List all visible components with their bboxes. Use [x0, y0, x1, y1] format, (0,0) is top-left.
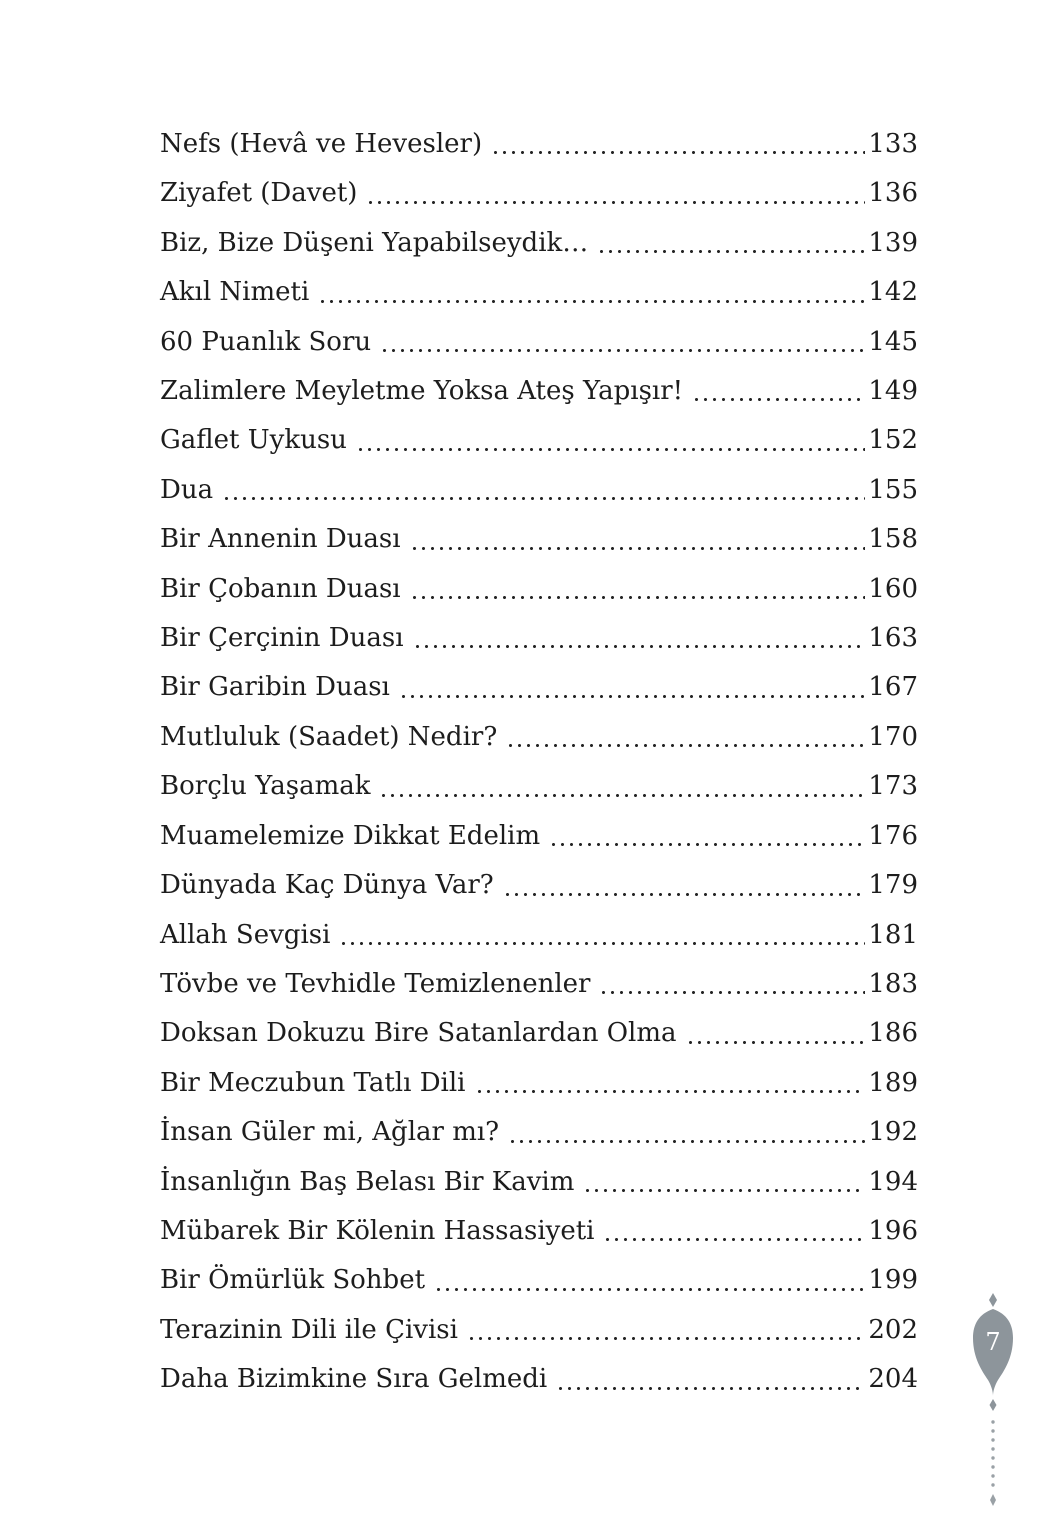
dotted-leader	[379, 794, 865, 797]
toc-entry	[160, 713, 918, 762]
dotted-leader	[503, 893, 866, 896]
toc-entry	[160, 416, 918, 465]
dotted-leader	[597, 250, 865, 253]
dotted-leader	[434, 1288, 865, 1291]
toc-entry-page: 196	[868, 1215, 918, 1246]
toc-entry-page: 194	[868, 1166, 918, 1197]
toc-entry-page: 160	[868, 573, 918, 604]
toc-entry-title: Mutluluk (Saadet) Nedir?	[160, 721, 498, 752]
dotted-leader	[399, 695, 866, 698]
dotted-leader	[686, 1041, 866, 1044]
toc-entry-page: 142	[868, 277, 918, 308]
toc-entry-page: 199	[868, 1265, 918, 1296]
toc-entry-page: 173	[868, 771, 918, 802]
dotted-leader	[410, 596, 866, 599]
toc-entry-page: 183	[868, 968, 918, 999]
dotted-leader	[603, 1238, 865, 1241]
toc-entry-title: Tövbe ve Tevhidle Temizlenenler	[160, 968, 591, 999]
toc-entry	[160, 861, 918, 910]
toc-entry-page: 167	[868, 672, 918, 703]
toc-entry	[160, 762, 918, 811]
toc-entry-page: 189	[868, 1067, 918, 1098]
dotted-leader	[356, 448, 865, 451]
toc-entry-page: 163	[868, 623, 918, 654]
toc-entry-title: Akıl Nimeti	[160, 277, 310, 308]
toc-entry	[160, 318, 918, 367]
dotted-leader	[599, 991, 865, 994]
toc-entry	[160, 515, 918, 564]
toc-entry-page: 202	[868, 1314, 918, 1345]
toc-entry-title: Mübarek Bir Kölenin Hassasiyeti	[160, 1215, 595, 1246]
dotted-leader	[339, 942, 865, 945]
toc-entry-title: Dua	[160, 474, 214, 505]
page-number: 7	[985, 1328, 1001, 1356]
dotted-leader	[583, 1189, 865, 1192]
toc-entry-title: Borçlu Yaşamak	[160, 771, 371, 802]
toc-entry	[160, 1355, 918, 1404]
toc-entry-title: İnsan Güler mi, Ağlar mı?	[160, 1117, 500, 1148]
dotted-leader	[467, 1337, 865, 1340]
toc-entry-page: 181	[868, 919, 918, 950]
toc-entry-page: 155	[868, 474, 918, 505]
toc-entry-page: 133	[868, 129, 918, 159]
dotted-leader	[366, 201, 865, 204]
toc-entry-title: Terazinin Dili ile Çivisi	[160, 1314, 458, 1345]
dotted-leader	[222, 497, 865, 500]
toc-entry-title: Allah Sevgisi	[160, 919, 331, 950]
toc-entry-title: Bir Annenin Duası	[160, 524, 401, 555]
toc-entry-title: Gaflet Uykusu	[160, 425, 347, 456]
toc-entry-page: 176	[868, 820, 918, 851]
toc-entry	[160, 268, 918, 317]
toc-entry	[160, 960, 918, 1009]
toc-entry-title: Bir Çerçinin Duası	[160, 623, 404, 654]
toc-entry-title: Muamelemize Dikkat Edelim	[160, 820, 541, 851]
dotted-leader	[475, 1090, 866, 1093]
toc-entry-title: Bir Garibin Duası	[160, 672, 390, 703]
toc-entry-title: İnsanlığın Baş Belası Bir Kavim	[160, 1166, 575, 1197]
dotted-leader	[413, 645, 866, 648]
toc-entry	[160, 1059, 918, 1108]
toc-entry	[160, 565, 918, 614]
toc-entry	[160, 1158, 918, 1207]
toc-entry	[160, 1306, 918, 1355]
toc-entry	[160, 219, 918, 268]
toc-entry	[160, 663, 918, 712]
toc-entry	[160, 1207, 918, 1256]
toc-entry-page: 139	[868, 227, 918, 258]
toc-entry	[160, 812, 918, 861]
ornament-icon	[965, 1292, 1021, 1520]
toc-entry-page: 204	[868, 1364, 918, 1395]
toc-entry-title: Bir Çobanın Duası	[160, 573, 401, 604]
toc-entry	[160, 614, 918, 663]
dotted-leader	[692, 398, 865, 401]
toc-entry-title: Zalimlere Meyletme Yoksa Ateş Yapışır!	[160, 376, 684, 407]
toc-entry-title: Ziyafet (Davet)	[160, 178, 358, 209]
toc-entry-page: 149	[868, 376, 918, 407]
toc-entry-page: 152	[868, 425, 918, 456]
toc-entry-page: 192	[868, 1117, 918, 1148]
toc-entry	[160, 1108, 918, 1157]
toc-entry	[160, 1256, 918, 1305]
toc-entry	[160, 120, 918, 169]
toc-entry-title: Nefs (Hevâ ve Hevesler)	[160, 129, 483, 159]
toc-entry	[160, 466, 918, 515]
toc-entry	[160, 1009, 918, 1058]
toc-entry-title: Biz, Bize Düşeni Yapabilseydik…	[160, 227, 589, 258]
dotted-leader	[506, 744, 865, 747]
toc-entry	[160, 367, 918, 416]
toc-entry-page: 179	[868, 870, 918, 901]
page-number-ornament	[965, 1292, 1021, 1520]
toc-entry-title: 60 Puanlık Soru	[160, 326, 372, 357]
toc-entry-page: 170	[868, 721, 918, 752]
dotted-leader	[556, 1387, 865, 1390]
toc-entry-page: 186	[868, 1018, 918, 1049]
toc-entry-title: Bir Ömürlük Sohbet	[160, 1265, 426, 1296]
toc-entry-title: Bir Meczubun Tatlı Dili	[160, 1067, 466, 1098]
toc-entry	[160, 911, 918, 960]
dotted-leader	[380, 349, 865, 352]
toc-entry-page: 158	[868, 524, 918, 555]
dotted-leader	[318, 300, 865, 303]
dotted-leader	[410, 547, 866, 550]
toc-entry-page: 145	[868, 326, 918, 357]
dotted-leader	[508, 1140, 865, 1143]
toc-entry-title: Daha Bizimkine Sıra Gelmedi	[160, 1364, 548, 1395]
toc-entry	[160, 169, 918, 218]
table-of-contents	[160, 120, 918, 1405]
toc-entry-title: Doksan Dokuzu Bire Satanlardan Olma	[160, 1018, 677, 1049]
dotted-leader	[491, 151, 865, 154]
toc-entry-page: 136	[868, 178, 918, 209]
dotted-leader	[549, 843, 865, 846]
toc-entry-title: Dünyada Kaç Dünya Var?	[160, 870, 494, 901]
